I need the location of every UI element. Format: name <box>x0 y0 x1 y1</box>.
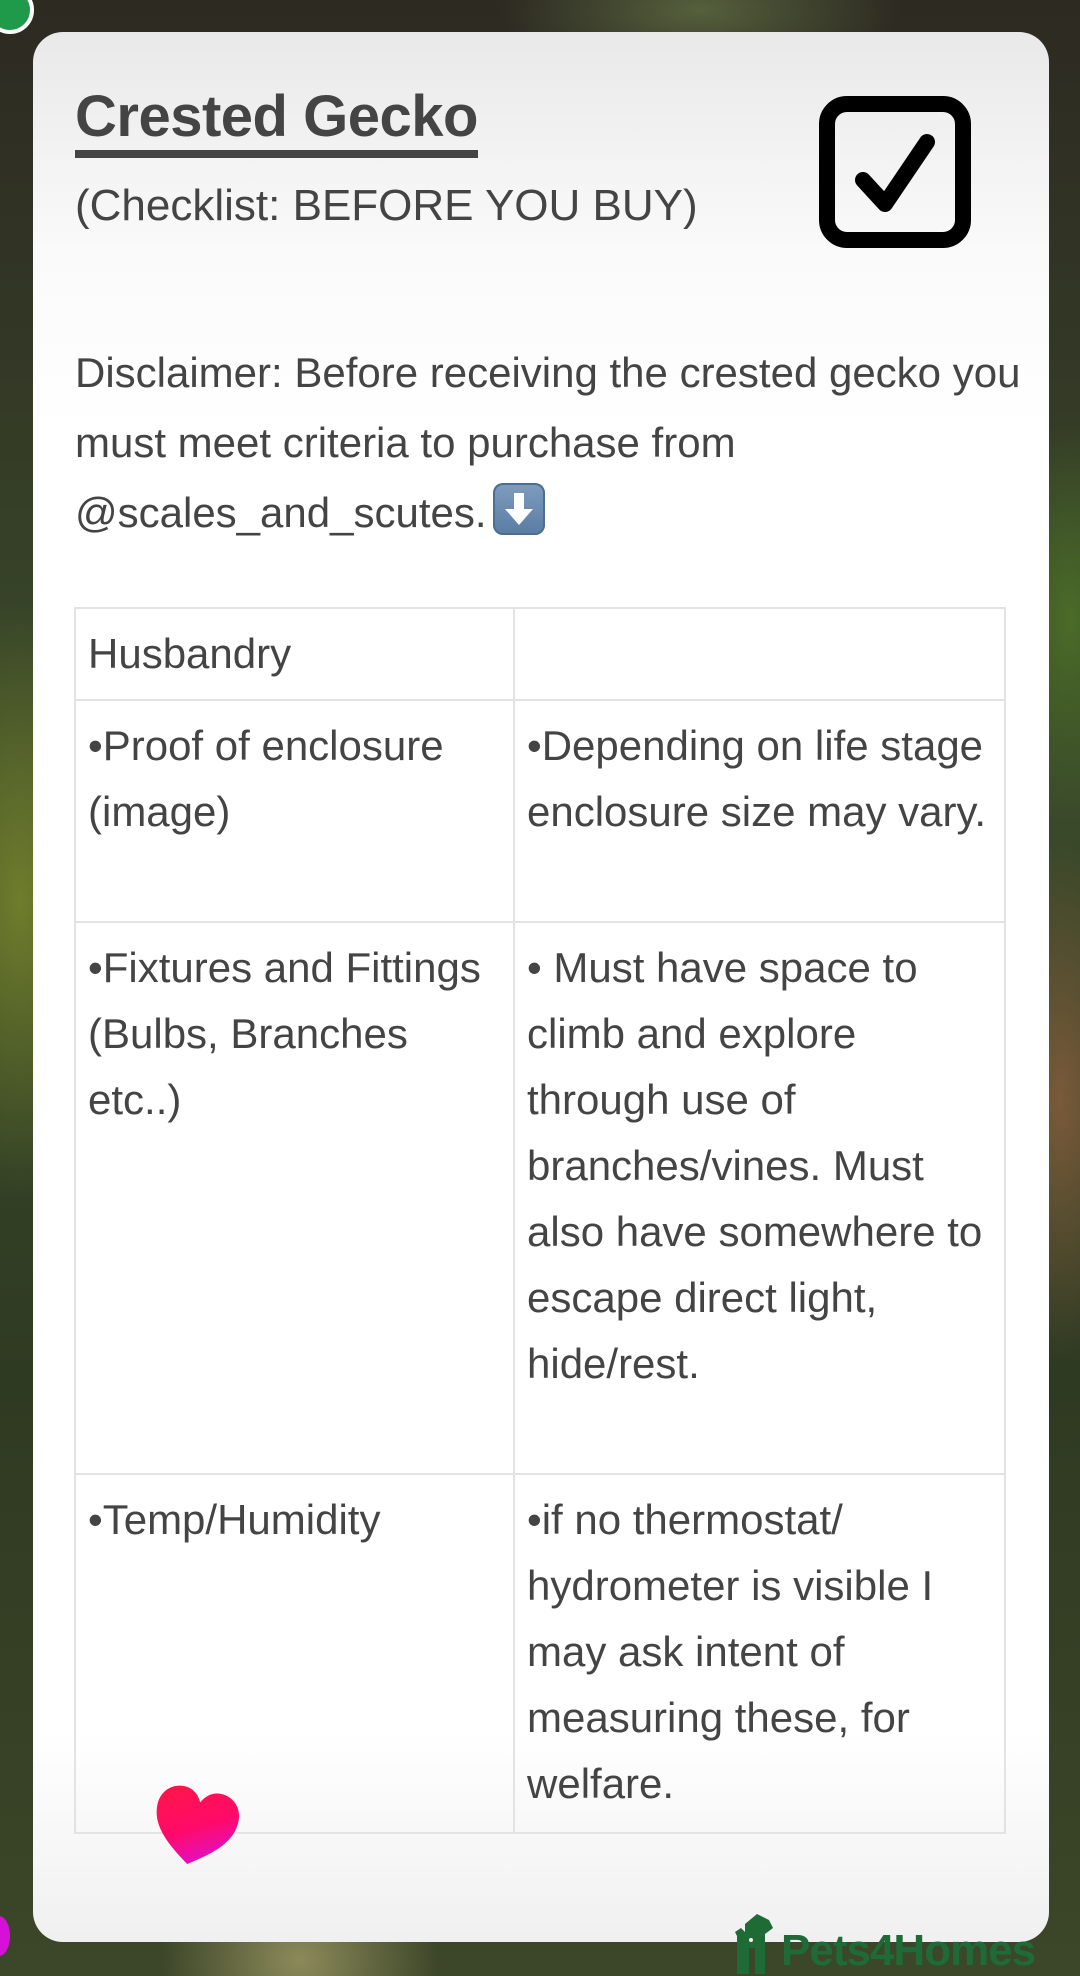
note-cell: • Must have space to climb and explore through use of branches/vines. Must also have somewhere to escape direct light, hide/rest. <box>514 922 1005 1474</box>
table-row <box>75 1474 1005 1833</box>
table-row <box>75 700 1005 922</box>
husbandry-table <box>74 607 1006 1834</box>
table-header-cell: Husbandry <box>75 608 514 700</box>
requirement-cell: •Fixtures and Fittings (Bulbs, Branches etc..) <box>75 922 514 1474</box>
note-cell: •Depending on life stage enclosure size may vary. <box>514 700 1005 922</box>
down-arrow-button-icon <box>493 483 545 535</box>
note-cell: •if no thermostat/ hydrometer is visible I may ask intent of measuring these, for welfare. <box>514 1474 1005 1833</box>
requirement-cell: •Proof of enclosure (image) <box>75 700 514 922</box>
sticker-dot <box>0 1916 10 1956</box>
table-header-cell <box>514 608 1005 700</box>
logo-text: Pets4Homes <box>781 1926 1036 1975</box>
heart-icon <box>142 1774 249 1881</box>
dog-house-logo-icon <box>731 1914 777 1974</box>
page-title: Crested Gecko <box>75 84 478 158</box>
checklist-card <box>33 32 1049 1975</box>
checkbox-checked-icon <box>819 96 971 248</box>
page-subtitle: (Checklist: BEFORE YOU BUY) <box>75 181 698 230</box>
profile-badge <box>0 0 34 34</box>
disclaimer-body: Disclaimer: Before receiving the crested gecko you must meet criteria to purchase from @scales_and_scutes. <box>75 349 1021 536</box>
table-row <box>75 922 1005 1474</box>
disclaimer-text <box>75 338 1035 548</box>
pets4homes-logo <box>731 1914 1035 1974</box>
requirement-cell: •Temp/Humidity <box>75 1474 514 1833</box>
table-header-row <box>75 608 1005 700</box>
